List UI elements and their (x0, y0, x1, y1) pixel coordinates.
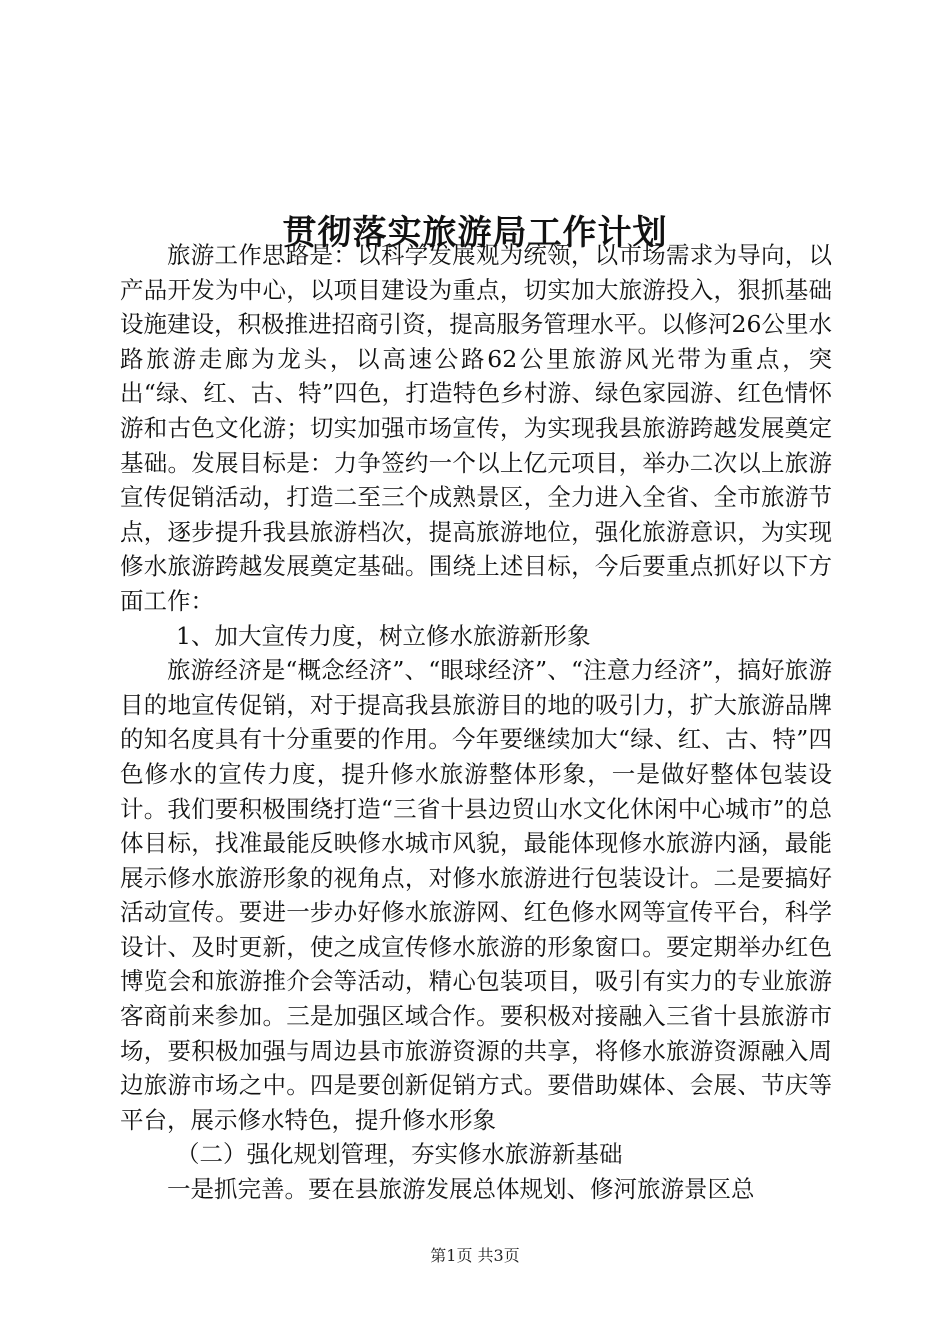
page-footer: 第1页 共3页 (430, 1246, 520, 1265)
paragraph-planning: 一是抓完善。要在县旅游发展总体规划、修河旅游景区总 (167, 1175, 755, 1204)
document-body (120, 238, 832, 1207)
section-heading-publicity: 1、加大宣传力度，树立修水旅游新形象 (176, 621, 591, 650)
paragraph-work-ideas: 旅游工作思路是：以科学发展观为统领，以市场需求为导向，以产品开发为中心，以项目建设为重点，切实加大旅游投入，狠抓基础设施建设，积极推进招商引资，提高服务管理水平。以修河26公里水路旅游走廊为龙头，以高速公路62公里旅游风光带为重点，突出“绿、红、古、特”四色，打造特色乡村游、绿色家园游、红色情怀游和古色文化游；切实加强市场宣传，为实现我县旅游跨越发展奠定基础。发展目标是：力争签约一个以上亿元项目，举办二次以上旅游宣传促销活动，打造二至三个成熟景区，全力进入全省、全市旅游节点，逐步提升我县旅游档次，提高旅游地位，强化旅游意识，为实现修水旅游跨越发展奠定基础。围绕上述目标，今后要重点抓好以下方面工作： (120, 241, 832, 615)
document-title: 贯彻落实旅游局工作计划 (282, 212, 668, 253)
section-heading-planning: （二）强化规划管理，夯实修水旅游新基础 (176, 1140, 623, 1169)
paragraph-publicity: 旅游经济是“概念经济”、“眼球经济”、“注意力经济”，搞好旅游目的地宣传促销，对于提高我县旅游目的地的吸引力，扩大旅游品牌的知名度具有十分重要的作用。今年要继续加大“绿、红、古、特”四色修水的宣传力度，提升修水旅游整体形象，一是做好整体包装设计。我们要积极围绕打造“三省十县边贸山水文化休闲中心城市”的总体目标，找准最能反映修水城市风貌，最能体现修水旅游内涵，最能展示修水旅游形象的视角点，对修水旅游进行包装设计。二是要搞好活动宣传。要进一步办好修水旅游网、红色修水网等宣传平台，科学设计、及时更新，使之成宣传修水旅游的形象窗口。要定期举办红色博览会和旅游推介会等活动，精心包装项目，吸引有实力的专业旅游客商前来参加。三是加强区域合作。要积极对接融入三省十县旅游市场，要积极加强与周边县市旅游资源的共享，将修水旅游资源融入周边旅游市场之中。四是要创新促销方式。要借助媒体、会展、节庆等平台，展示修水特色，提升修水形象 (120, 656, 832, 1134)
